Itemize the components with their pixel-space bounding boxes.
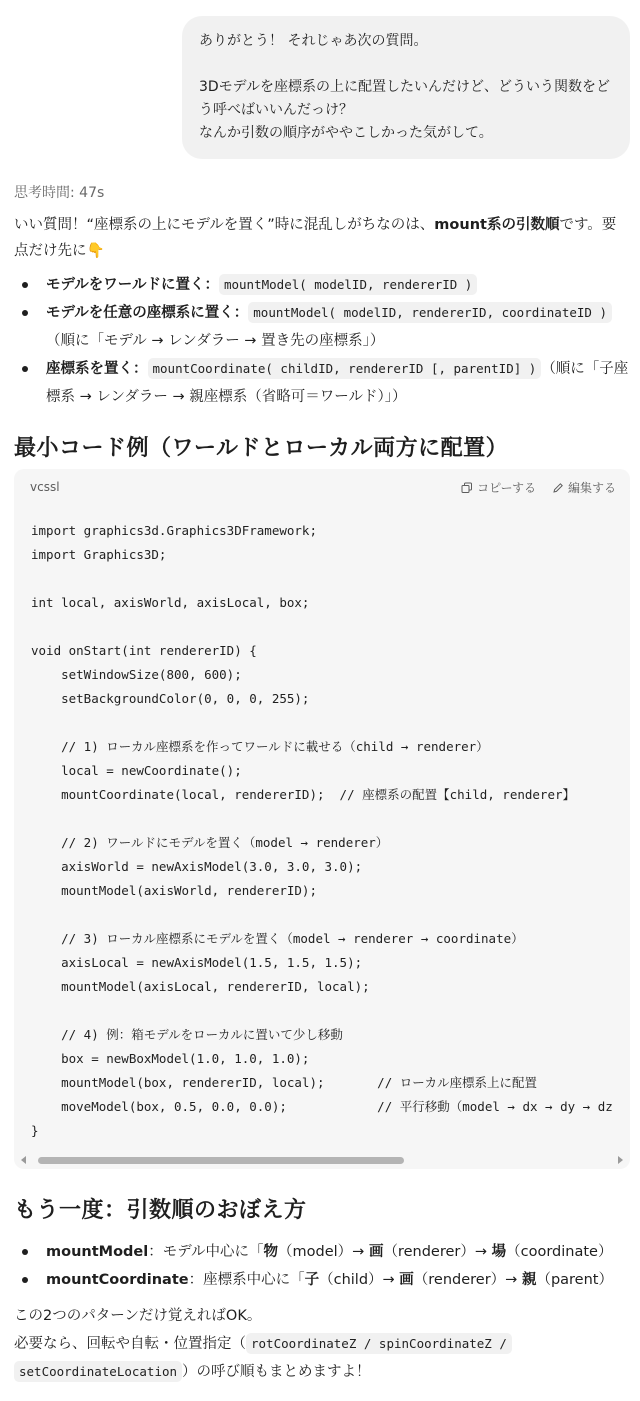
pointing-down-emoji-icon: 👇 — [86, 243, 105, 259]
edit-pencil-icon — [552, 482, 564, 494]
copy-code-button[interactable] — [461, 479, 536, 496]
inline-code: mountCoordinate( childID, rendererID [, parentID] ) — [148, 358, 542, 379]
mnemonic-list — [0, 1238, 640, 1294]
code-line: moveModel(box, 0.5, 0.0, 0.0); // 平行移動（model → dx → dy → dz — [31, 1099, 613, 1114]
edit-label: 編集する — [567, 481, 616, 495]
code-line — [31, 999, 613, 1023]
inline-code: mountModel( modelID, rendererID ) — [219, 274, 477, 295]
list-item — [0, 299, 640, 355]
mnemonic-text: ：座標系中心に「 — [188, 1272, 305, 1288]
edit-code-button[interactable] — [552, 479, 616, 496]
mnemonic-text: （renderer）→ — [383, 1244, 492, 1260]
code-line: // 3) ローカル座標系にモデルを置く（model → renderer → coordinate） — [31, 931, 524, 946]
user-message-line: 3Dモデルを座標系の上に配置したいんだけど、どういう関数をどう呼べばいいんだっけ？ — [199, 79, 610, 118]
code-content — [31, 519, 613, 1143]
user-message-bubble — [182, 16, 630, 159]
code-line: // 2) ワールドにモデルを置く（model → renderer） — [31, 835, 389, 850]
code-line: mountModel(axisWorld, rendererID); — [31, 883, 317, 898]
scroll-right-arrow-icon[interactable] — [618, 1156, 623, 1164]
mnemonic-text: （parent） — [536, 1272, 613, 1288]
list-item — [0, 1266, 640, 1294]
code-line: mountModel(axisLocal, rendererID, local); — [31, 979, 370, 994]
item-title: 座標系を置く： — [46, 361, 148, 377]
code-line: } — [31, 1123, 39, 1138]
code-line: axisLocal = newAxisModel(1.5, 1.5, 1.5); — [31, 955, 363, 970]
intro-bold: mount系の引数順 — [434, 217, 560, 233]
mnemonic-key: 画 — [399, 1272, 414, 1288]
copy-icon — [461, 482, 473, 494]
user-message-line: なんか引数の順序がややこしかった気がして。 — [199, 125, 493, 141]
code-line: mountModel(box, rendererID, local); // ローカル座標系上に配置 — [31, 1075, 538, 1090]
mnemonic-text: （renderer）→ — [413, 1272, 522, 1288]
thinking-time-toggle[interactable]: 思考時間: 47s — [14, 185, 105, 201]
code-line: import Graphics3D; — [31, 547, 167, 562]
mnemonic-key: 子 — [304, 1272, 320, 1288]
item-title: モデルをワールドに置く： — [46, 277, 219, 293]
closing-text: ）の呼び順もまとめますよ！ — [182, 1364, 371, 1380]
mnemonic-text: （coordinate） — [506, 1244, 613, 1260]
list-item — [0, 271, 640, 299]
code-line: box = newBoxModel(1.0, 1.0, 1.0); — [31, 1051, 310, 1066]
code-line: setWindowSize(800, 600); — [31, 667, 242, 682]
function-name: mountCoordinate — [46, 1272, 189, 1288]
code-line — [31, 903, 613, 927]
code-line: int local, axisWorld, axisLocal, box; — [31, 595, 310, 610]
code-line — [31, 567, 613, 591]
mnemonic-text: （model）→ — [278, 1244, 369, 1260]
inline-code: rotCoordinateZ / spinCoordinateZ / — [246, 1333, 512, 1354]
code-block — [14, 469, 630, 1169]
user-message-line: ありがとう！ それじゃあ次の質問。 — [199, 33, 428, 49]
closing-line — [14, 1330, 624, 1358]
item-title: モデルを任意の座標系に置く： — [46, 305, 249, 321]
mnemonic-key: 画 — [368, 1244, 384, 1260]
item-note: （順に「モデル → レンダラー → 置き先の座標系」） — [46, 333, 385, 349]
scrollbar-thumb[interactable] — [38, 1157, 404, 1164]
inline-code: setCoordinateLocation — [14, 1361, 182, 1382]
intro-text: です。要点だけ先に — [14, 217, 617, 259]
horizontal-scrollbar[interactable] — [14, 1151, 630, 1169]
code-line: local = newCoordinate(); — [31, 763, 242, 778]
code-line: axisWorld = newAxisModel(3.0, 3.0, 3.0); — [31, 859, 363, 874]
section-heading: 最小コード例（ワールドとローカル両方に配置） — [14, 436, 509, 461]
mnemonic-key: 場 — [491, 1244, 507, 1260]
code-line: void onStart(int rendererID) { — [31, 643, 257, 658]
closing-line — [14, 1358, 624, 1386]
code-line: // 1) ローカル座標系を作ってワールドに載せる（child → renderer） — [31, 739, 489, 754]
closing-text: 必要なら、回転や自転・位置指定（ — [14, 1336, 246, 1352]
code-line — [31, 807, 613, 831]
scroll-left-arrow-icon[interactable] — [21, 1156, 26, 1164]
list-item — [0, 355, 640, 411]
intro-paragraph — [14, 212, 630, 264]
copy-label: コピーする — [477, 481, 536, 495]
mnemonic-key: 親 — [521, 1272, 537, 1288]
code-line: import graphics3d.Graphics3DFramework; — [31, 523, 317, 538]
code-line: setBackgroundColor(0, 0, 0, 255); — [31, 691, 310, 706]
inline-code: mountModel( modelID, rendererID, coordinateID ) — [248, 302, 612, 323]
function-name: mountModel — [46, 1244, 149, 1260]
mnemonic-key: 物 — [263, 1244, 279, 1260]
intro-text: いい質問！“座標系の上にモデルを置く”時に混乱しがちなのは、 — [14, 217, 435, 233]
closing-line: この2つのパターンだけ覚えればOK。 — [14, 1308, 262, 1324]
code-line: // 4) 例：箱モデルをローカルに置いて少し移動 — [31, 1027, 343, 1042]
closing-paragraph — [14, 1302, 624, 1386]
section-heading: もう一度：引数順のおぼえ方 — [14, 1198, 307, 1223]
mnemonic-text: ：モデル中心に「 — [148, 1244, 264, 1260]
item-note: （順に「子座標系 → レンダラー → 親座標系（省略可＝ワールド）」） — [46, 361, 629, 405]
list-item — [0, 1238, 640, 1266]
code-language-label: vcssl — [30, 480, 60, 494]
summary-list — [0, 271, 640, 411]
code-line — [31, 711, 613, 735]
mnemonic-text: （child）→ — [319, 1272, 400, 1288]
code-line — [31, 615, 613, 639]
code-line: mountCoordinate(local, rendererID); // 座標系の配置【child, renderer】 — [31, 787, 576, 802]
